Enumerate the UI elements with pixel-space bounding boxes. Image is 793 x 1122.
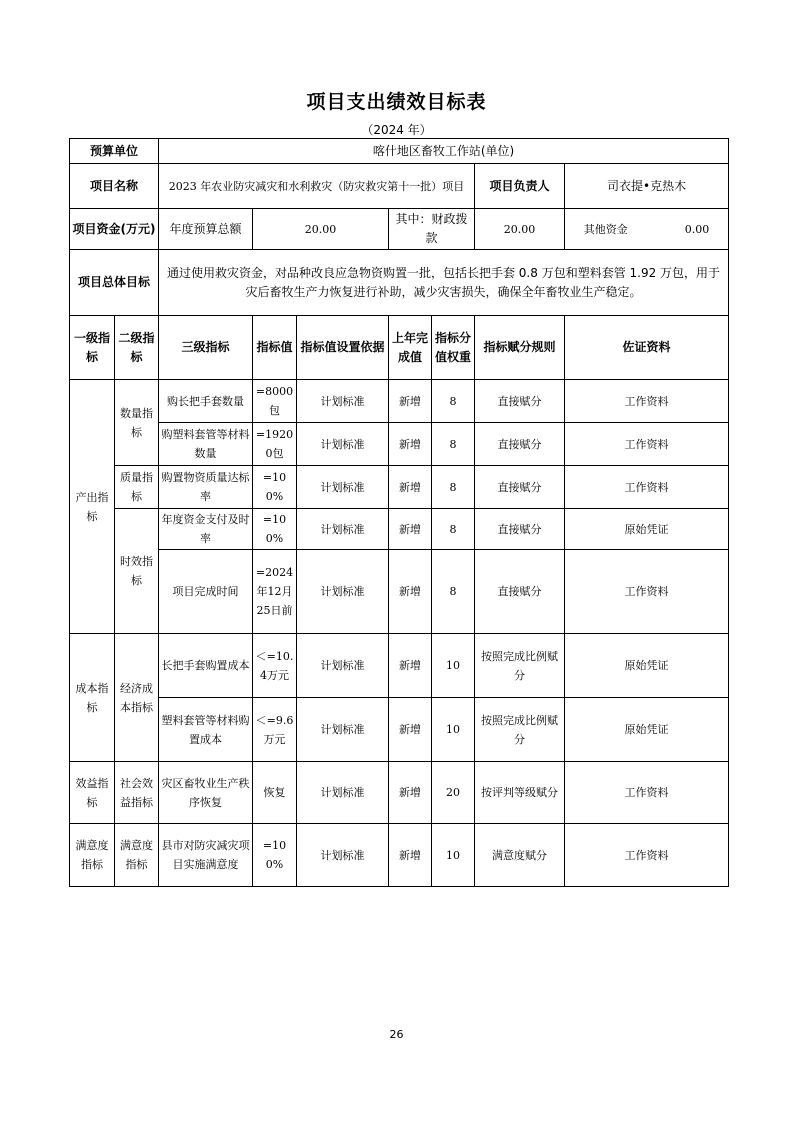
- group-benefit: 效益指标: [70, 762, 115, 824]
- weight-cell: 8: [432, 466, 475, 509]
- header-last-year: 上年完成值: [389, 316, 432, 380]
- weight-cell: 10: [432, 824, 475, 887]
- value-cell: =8000包: [253, 380, 297, 423]
- header-rule: 指标赋分规则: [475, 316, 565, 380]
- performance-table: [69, 138, 729, 887]
- weight-cell: 8: [432, 509, 475, 550]
- project-name-label: 项目名称: [70, 164, 159, 209]
- group-timeliness: 时效指标: [115, 509, 159, 634]
- evidence-cell: 工作资料: [565, 423, 729, 466]
- basis-cell: 计划标准: [297, 698, 389, 762]
- value-cell: ＜=10.4万元: [253, 634, 297, 698]
- rule-cell: 直接赋分: [475, 550, 565, 634]
- header-level2: 二级指标: [115, 316, 159, 380]
- weight-cell: 8: [432, 550, 475, 634]
- table-row: [70, 762, 729, 824]
- goal-text: 通过使用救灾资金，对品种改良应急物资购置一批，包括长把手套 0.8 万包和塑料套管 1.92 万包，用于灾后畜牧生产力恢复进行补助，减少灾害损失，确保全年畜牧业生产稳定。: [159, 250, 729, 316]
- project-leader-value: 司衣提•克热木: [565, 164, 729, 209]
- rule-cell: 直接赋分: [475, 509, 565, 550]
- last-year-cell: 新增: [389, 423, 432, 466]
- table-row: [70, 466, 729, 509]
- rule-cell: 直接赋分: [475, 466, 565, 509]
- indicator-cell: 长把手套购置成本: [159, 634, 253, 698]
- other-funds-label: 其他资金: [583, 222, 628, 236]
- project-name-row: [70, 164, 729, 209]
- header-level3: 三级指标: [159, 316, 253, 380]
- basis-cell: 计划标准: [297, 762, 389, 824]
- group-economic-cost: 经济成本指标: [115, 634, 159, 762]
- budget-unit-row: [70, 139, 729, 164]
- header-row: [70, 316, 729, 380]
- header-evidence: 佐证资料: [565, 316, 729, 380]
- rule-cell: 按照完成比例赋分: [475, 698, 565, 762]
- value-cell: =100%: [253, 824, 297, 887]
- table-row: [70, 698, 729, 762]
- project-leader-label: 项目负责人: [475, 164, 565, 209]
- table-row: [70, 423, 729, 466]
- table-row: [70, 634, 729, 698]
- last-year-cell: 新增: [389, 380, 432, 423]
- evidence-cell: 原始凭证: [565, 509, 729, 550]
- indicator-cell: 购塑料套管等材料数量: [159, 423, 253, 466]
- value-cell: =100%: [253, 466, 297, 509]
- other-funds-cell: [565, 209, 729, 250]
- rule-cell: 直接赋分: [475, 423, 565, 466]
- indicator-cell: 购长把手套数量: [159, 380, 253, 423]
- group-social-benefit: 社会效益指标: [115, 762, 159, 824]
- header-weight: 指标分值权重: [432, 316, 475, 380]
- value-cell: =2024年12月25日前: [253, 550, 297, 634]
- basis-cell: 计划标准: [297, 550, 389, 634]
- funds-label: 项目资金(万元): [70, 209, 159, 250]
- basis-cell: 计划标准: [297, 824, 389, 887]
- last-year-cell: 新增: [389, 824, 432, 887]
- value-cell: ＜=9.6万元: [253, 698, 297, 762]
- evidence-cell: 工作资料: [565, 762, 729, 824]
- annual-budget-label: 年度预算总额: [159, 209, 253, 250]
- group-quantity: 数量指标: [115, 380, 159, 466]
- rule-cell: 按照完成比例赋分: [475, 634, 565, 698]
- goal-label: 项目总体目标: [70, 250, 159, 316]
- fiscal-value: 20.00: [475, 209, 565, 250]
- rule-cell: 满意度赋分: [475, 824, 565, 887]
- page-title: 项目支出绩效目标表: [306, 91, 487, 113]
- evidence-cell: 原始凭证: [565, 634, 729, 698]
- annual-budget-value: 20.00: [253, 209, 389, 250]
- evidence-cell: 工作资料: [565, 824, 729, 887]
- indicator-cell: 塑料套管等材料购置成本: [159, 698, 253, 762]
- funds-row: [70, 209, 729, 250]
- table-row: [70, 380, 729, 423]
- evidence-cell: 工作资料: [565, 550, 729, 634]
- other-funds-value: 0.00: [684, 222, 710, 236]
- value-cell: 恢复: [253, 762, 297, 824]
- table-row: [70, 824, 729, 887]
- weight-cell: 20: [432, 762, 475, 824]
- last-year-cell: 新增: [389, 698, 432, 762]
- year-label: （2024 年）: [361, 123, 432, 137]
- basis-cell: 计划标准: [297, 423, 389, 466]
- table-row: [70, 550, 729, 634]
- last-year-cell: 新增: [389, 509, 432, 550]
- weight-cell: 10: [432, 698, 475, 762]
- last-year-cell: 新增: [389, 634, 432, 698]
- page-number: 26: [389, 1028, 404, 1041]
- indicator-cell: 县市对防灾减灾项目实施满意度: [159, 824, 253, 887]
- budget-unit-value: 喀什地区畜牧工作站(单位): [159, 139, 729, 164]
- basis-cell: 计划标准: [297, 466, 389, 509]
- indicator-cell: 灾区畜牧业生产秩序恢复: [159, 762, 253, 824]
- basis-cell: 计划标准: [297, 634, 389, 698]
- basis-cell: 计划标准: [297, 380, 389, 423]
- goal-row: [70, 250, 729, 316]
- rule-cell: 按评判等级赋分: [475, 762, 565, 824]
- last-year-cell: 新增: [389, 762, 432, 824]
- fiscal-label: 其中：财政拨款: [389, 209, 475, 250]
- group-satisfaction: 满意度指标: [70, 824, 115, 887]
- project-name-value: 2023 年农业防灾减灾和水利救灾（防灾救灾第十一批）项目: [159, 164, 475, 209]
- group-quality: 质量指标: [115, 466, 159, 509]
- budget-unit-label: 预算单位: [70, 139, 159, 164]
- indicator-cell: 项目完成时间: [159, 550, 253, 634]
- header-basis: 指标值设置依据: [297, 316, 389, 380]
- indicator-cell: 购置物资质量达标率: [159, 466, 253, 509]
- basis-cell: 计划标准: [297, 509, 389, 550]
- header-value: 指标值: [253, 316, 297, 380]
- indicator-cell: 年度资金支付及时率: [159, 509, 253, 550]
- weight-cell: 8: [432, 423, 475, 466]
- rule-cell: 直接赋分: [475, 380, 565, 423]
- last-year-cell: 新增: [389, 550, 432, 634]
- group-output: 产出指标: [70, 380, 115, 634]
- last-year-cell: 新增: [389, 466, 432, 509]
- table-row: [70, 509, 729, 550]
- value-cell: =100%: [253, 509, 297, 550]
- weight-cell: 8: [432, 380, 475, 423]
- evidence-cell: 原始凭证: [565, 698, 729, 762]
- weight-cell: 10: [432, 634, 475, 698]
- evidence-cell: 工作资料: [565, 466, 729, 509]
- evidence-cell: 工作资料: [565, 380, 729, 423]
- header-level1: 一级指标: [70, 316, 115, 380]
- group-satisfaction-sub: 满意度指标: [115, 824, 159, 887]
- group-cost: 成本指标: [70, 634, 115, 762]
- value-cell: =19200包: [253, 423, 297, 466]
